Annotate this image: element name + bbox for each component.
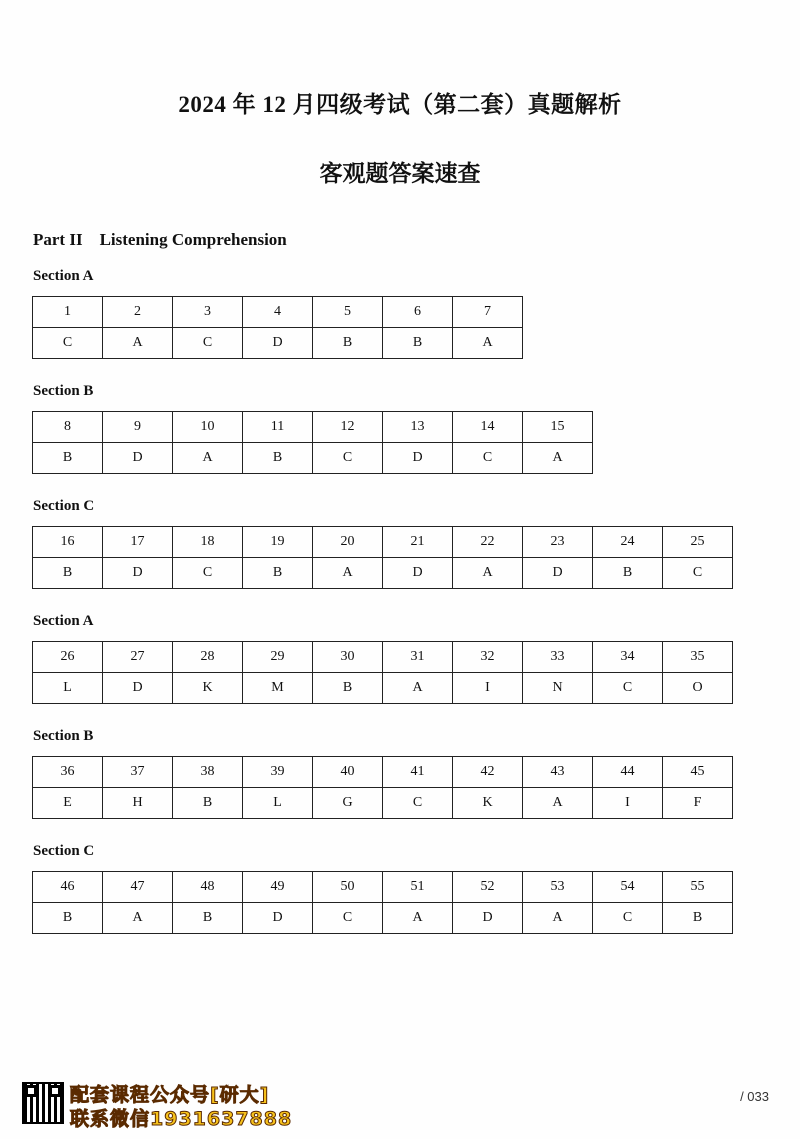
answer-row	[33, 558, 733, 589]
answer-cell: A	[523, 788, 593, 819]
question-number-cell: 14	[453, 412, 523, 443]
answer-cell: B	[593, 558, 663, 589]
question-number-cell: 54	[593, 872, 663, 903]
answer-cell: B	[243, 558, 313, 589]
answer-cell: D	[243, 328, 313, 359]
question-number-cell: 50	[313, 872, 383, 903]
question-number-cell: 28	[173, 642, 243, 673]
page-subtitle: 客观题答案速查	[319, 161, 481, 186]
question-number-cell: 21	[383, 527, 453, 558]
answer-cell: F	[663, 788, 733, 819]
answer-cell: B	[33, 903, 103, 934]
question-number-cell: 9	[103, 412, 173, 443]
question-number-row	[33, 412, 593, 443]
question-number-cell: 5	[313, 297, 383, 328]
question-number-cell: 49	[243, 872, 313, 903]
question-number-cell: 29	[243, 642, 313, 673]
question-number-row	[33, 872, 733, 903]
answer-cell: B	[173, 903, 243, 934]
answer-table	[32, 871, 733, 934]
answer-cell: B	[33, 443, 103, 474]
answer-cell: D	[453, 903, 523, 934]
question-number-cell: 4	[243, 297, 313, 328]
part-heading: Part II Listening Comprehension	[33, 230, 287, 249]
question-number-cell: 48	[173, 872, 243, 903]
answer-cell: E	[33, 788, 103, 819]
answer-row	[33, 903, 733, 934]
question-number-cell: 27	[103, 642, 173, 673]
answer-cell: L	[33, 673, 103, 704]
answer-cell: B	[383, 328, 453, 359]
question-number-row	[33, 527, 733, 558]
question-number-cell: 13	[383, 412, 453, 443]
question-number-cell: 19	[243, 527, 313, 558]
answer-cell: D	[103, 673, 173, 704]
section-label: Section A	[33, 268, 94, 284]
question-number-cell: 8	[33, 412, 103, 443]
answer-cell: C	[593, 903, 663, 934]
answer-row	[33, 673, 733, 704]
answer-row	[33, 788, 733, 819]
section-label: Section B	[33, 728, 94, 744]
question-number-cell: 35	[663, 642, 733, 673]
answer-cell: A	[523, 903, 593, 934]
page-number: / 033	[740, 1089, 769, 1104]
answer-table	[32, 641, 733, 704]
question-number-cell: 10	[173, 412, 243, 443]
answer-cell: D	[243, 903, 313, 934]
answer-cell: A	[103, 328, 173, 359]
answer-cell: D	[103, 558, 173, 589]
section-label: Section C	[33, 498, 95, 514]
question-number-cell: 33	[523, 642, 593, 673]
question-number-cell: 25	[663, 527, 733, 558]
answer-cell: C	[173, 328, 243, 359]
question-number-cell: 11	[243, 412, 313, 443]
answer-cell: G	[313, 788, 383, 819]
question-number-cell: 20	[313, 527, 383, 558]
section-label: Section C	[33, 843, 95, 859]
question-number-cell: 34	[593, 642, 663, 673]
answer-cell: A	[103, 903, 173, 934]
answer-row	[33, 328, 523, 359]
answer-row	[33, 443, 593, 474]
question-number-cell: 46	[33, 872, 103, 903]
answer-cell: D	[383, 443, 453, 474]
answer-cell: C	[453, 443, 523, 474]
answer-cell: C	[663, 558, 733, 589]
question-number-cell: 55	[663, 872, 733, 903]
question-number-cell: 15	[523, 412, 593, 443]
question-number-row	[33, 642, 733, 673]
question-number-cell: 39	[243, 757, 313, 788]
question-number-row	[33, 757, 733, 788]
question-number-cell: 47	[103, 872, 173, 903]
question-number-row	[33, 297, 523, 328]
answer-cell: N	[523, 673, 593, 704]
answer-cell: O	[663, 673, 733, 704]
question-number-cell: 52	[453, 872, 523, 903]
question-number-cell: 17	[103, 527, 173, 558]
answer-cell: A	[173, 443, 243, 474]
answer-cell: D	[523, 558, 593, 589]
section-label: Section B	[33, 383, 94, 399]
promo-footer	[18, 1080, 318, 1130]
answer-cell: D	[383, 558, 453, 589]
question-number-cell: 32	[453, 642, 523, 673]
answer-cell: A	[453, 328, 523, 359]
question-number-cell: 16	[33, 527, 103, 558]
answer-cell: I	[593, 788, 663, 819]
answer-cell: B	[313, 673, 383, 704]
question-number-cell: 18	[173, 527, 243, 558]
question-number-cell: 41	[383, 757, 453, 788]
promo-line-1: 配套课程公众号[研大]	[70, 1084, 270, 1106]
answer-cell: B	[313, 328, 383, 359]
question-number-cell: 2	[103, 297, 173, 328]
question-number-cell: 43	[523, 757, 593, 788]
question-number-cell: 38	[173, 757, 243, 788]
answer-cell: K	[453, 788, 523, 819]
question-number-cell: 45	[663, 757, 733, 788]
answer-cell: M	[243, 673, 313, 704]
question-number-cell: 12	[313, 412, 383, 443]
answer-table	[32, 526, 733, 589]
question-number-cell: 3	[173, 297, 243, 328]
qr-code-icon	[22, 1082, 64, 1124]
question-number-cell: 23	[523, 527, 593, 558]
question-number-cell: 40	[313, 757, 383, 788]
answer-cell: H	[103, 788, 173, 819]
question-number-cell: 31	[383, 642, 453, 673]
answer-cell: I	[453, 673, 523, 704]
answer-cell: A	[383, 673, 453, 704]
question-number-cell: 26	[33, 642, 103, 673]
question-number-cell: 1	[33, 297, 103, 328]
question-number-cell: 30	[313, 642, 383, 673]
question-number-cell: 51	[383, 872, 453, 903]
answer-cell: C	[383, 788, 453, 819]
promo-line-2: 联系微信1931637888	[70, 1108, 293, 1130]
answer-cell: C	[593, 673, 663, 704]
answer-cell: A	[523, 443, 593, 474]
question-number-cell: 36	[33, 757, 103, 788]
question-number-cell: 24	[593, 527, 663, 558]
answer-cell: A	[313, 558, 383, 589]
question-number-cell: 7	[453, 297, 523, 328]
answer-cell: B	[33, 558, 103, 589]
answer-table	[32, 411, 593, 474]
answer-cell: A	[383, 903, 453, 934]
question-number-cell: 42	[453, 757, 523, 788]
answer-table	[32, 296, 523, 359]
answer-cell: A	[453, 558, 523, 589]
page-title: 2024 年 12 月四级考试（第二套）真题解析	[178, 92, 622, 117]
question-number-cell: 44	[593, 757, 663, 788]
answer-table	[32, 756, 733, 819]
answer-cell: D	[103, 443, 173, 474]
answer-cell: C	[313, 903, 383, 934]
question-number-cell: 53	[523, 872, 593, 903]
answer-cell: B	[663, 903, 733, 934]
answer-cell: L	[243, 788, 313, 819]
answer-cell: C	[33, 328, 103, 359]
section-label: Section A	[33, 613, 94, 629]
question-number-cell: 37	[103, 757, 173, 788]
question-number-cell: 22	[453, 527, 523, 558]
answer-cell: K	[173, 673, 243, 704]
question-number-cell: 6	[383, 297, 453, 328]
answer-cell: C	[173, 558, 243, 589]
answer-cell: B	[173, 788, 243, 819]
answer-cell: C	[313, 443, 383, 474]
answer-cell: B	[243, 443, 313, 474]
